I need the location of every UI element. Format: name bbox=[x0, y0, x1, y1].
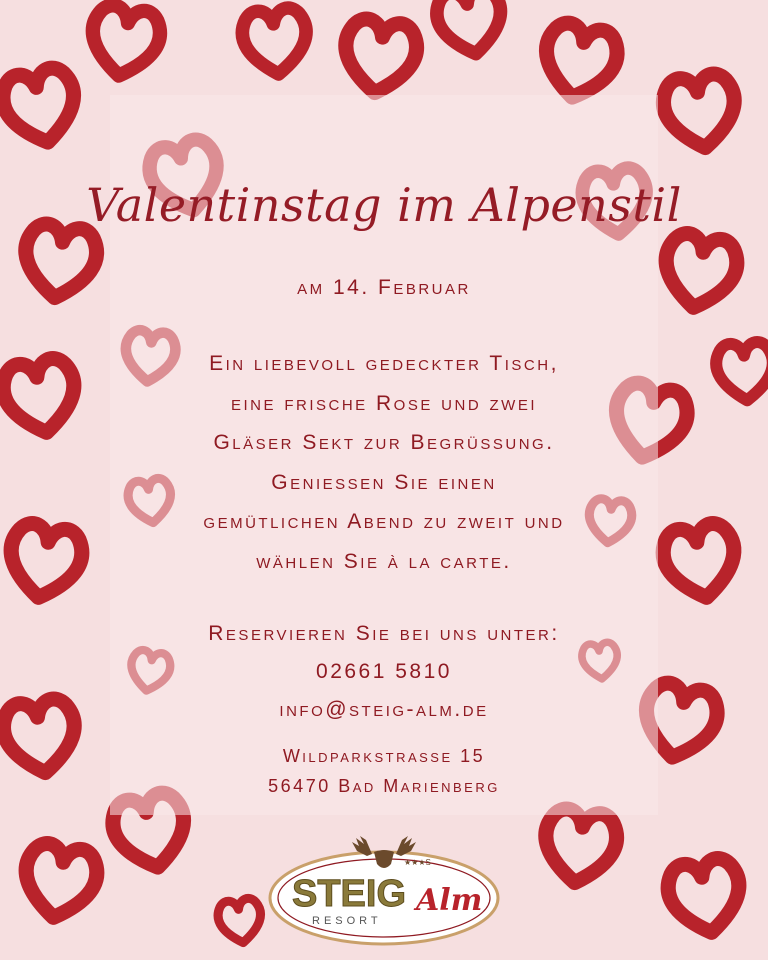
heart-decoration bbox=[0, 65, 83, 150]
description-line: Gläser Sekt zur Begrüssung. bbox=[213, 431, 555, 454]
description-line: Ein liebevoll gedeckter Tisch, bbox=[209, 352, 559, 375]
description-line: Geniessen Sie einen bbox=[271, 470, 497, 494]
heart-decoration bbox=[216, 897, 264, 946]
heart-decoration bbox=[658, 231, 740, 314]
logo-brand-main: STEIG bbox=[292, 873, 407, 915]
address-street: Wildparkstrasse 15 bbox=[282, 746, 486, 766]
steig-alm-logo bbox=[266, 818, 502, 946]
heart-decoration bbox=[18, 841, 100, 924]
address-block bbox=[0, 741, 768, 801]
heart-decoration bbox=[660, 72, 740, 153]
contact-block bbox=[0, 615, 768, 729]
heart-decoration bbox=[537, 20, 621, 105]
logo-stars: ★★★S bbox=[404, 858, 431, 867]
heart-decoration bbox=[240, 6, 310, 77]
heart-decoration bbox=[340, 17, 420, 98]
description-line: gemütlichen Abend zu zweit und bbox=[203, 510, 565, 533]
heart-decoration bbox=[86, 2, 164, 81]
logo-brand-script: Alm bbox=[416, 883, 483, 918]
heart-decoration bbox=[433, 0, 507, 59]
description bbox=[0, 344, 768, 581]
logo-brand-sub: RESORT bbox=[312, 915, 382, 927]
phone-number[interactable]: 02661 5810 bbox=[316, 660, 452, 683]
page-title: Valentinstag im Alpenstil bbox=[86, 178, 682, 232]
address-city: 56470 Bad Marienberg bbox=[268, 776, 500, 796]
heart-decoration bbox=[540, 807, 620, 888]
description-line: wählen Sie à la carte. bbox=[256, 549, 512, 573]
description-line: eine frische Rose und zwei bbox=[230, 391, 538, 415]
event-date: am 14. Februar bbox=[297, 276, 471, 299]
email-link[interactable]: info@steig-alm.de bbox=[279, 698, 489, 721]
reservation-heading: Reservieren Sie bei uns unter: bbox=[208, 622, 560, 645]
heart-decoration bbox=[664, 856, 746, 939]
